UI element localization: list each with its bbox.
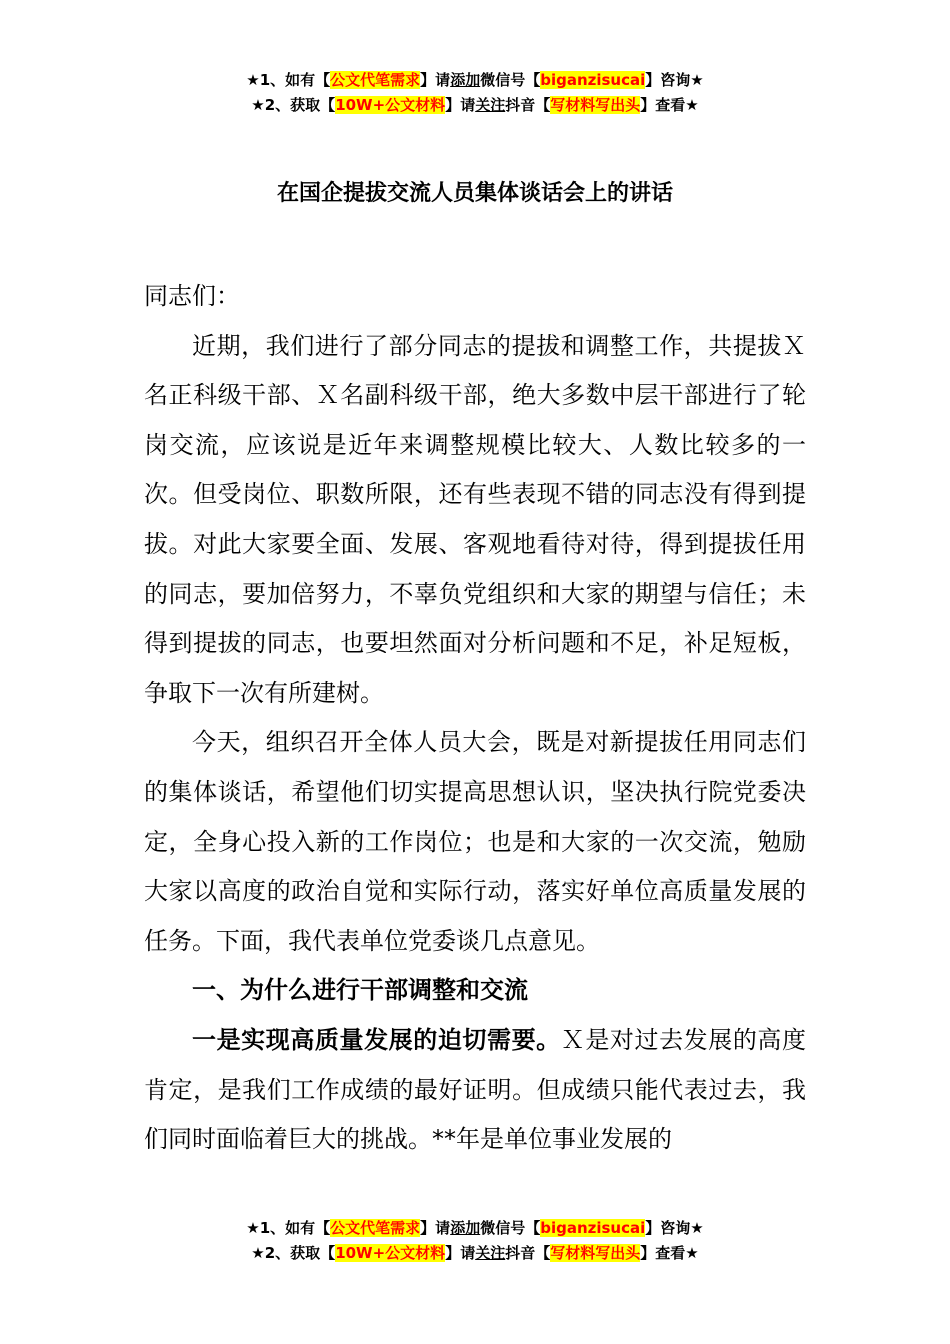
notice-2-suffix: 】查看★ [640, 96, 699, 114]
paragraph-3-lead: 一是实现高质量发展的迫切需要。 [192, 1025, 561, 1054]
notice-1-prefix: ★1、如有【 [246, 71, 331, 89]
footer-1-highlight-service: 公文代笔需求 [330, 1219, 421, 1237]
notice-line-2 [0, 93, 950, 118]
footer-notice [0, 1216, 950, 1266]
footer-notice-line-1 [0, 1216, 950, 1241]
footer-2-mid2: 抖音【 [505, 1244, 551, 1262]
notice-1-highlight-wechat: biganzisucai [540, 71, 646, 89]
notice-2-highlight-materials: 10W+公文材料 [335, 96, 446, 114]
notice-1-highlight-service: 公文代笔需求 [330, 71, 421, 89]
footer-1-underline: 添加 [450, 1219, 481, 1237]
notice-2-underline: 关注 [475, 96, 506, 114]
notice-line-1 [0, 68, 950, 93]
notice-1-mid1: 】请 [420, 71, 451, 89]
notice-2-mid1: 】请 [445, 96, 476, 114]
footer-2-suffix: 】查看★ [640, 1244, 699, 1262]
footer-2-prefix: ★2、获取【 [251, 1244, 336, 1262]
notice-2-prefix: ★2、获取【 [251, 96, 336, 114]
header-notice [0, 68, 950, 118]
notice-1-underline: 添加 [450, 71, 481, 89]
paragraph-3 [144, 1016, 806, 1165]
salutation: 同志们： [144, 282, 240, 310]
document-title: 在国企提拔交流人员集体谈话会上的讲话 [276, 181, 673, 206]
notice-1-mid2: 微信号【 [480, 71, 541, 89]
footer-1-mid1: 】请 [420, 1219, 451, 1237]
footer-1-mid2: 微信号【 [480, 1219, 541, 1237]
notice-2-highlight-douyin: 写材料写出头 [550, 96, 641, 114]
footer-2-highlight-douyin: 写材料写出头 [550, 1244, 641, 1262]
footer-2-underline: 关注 [475, 1244, 506, 1262]
footer-1-prefix: ★1、如有【 [246, 1219, 331, 1237]
footer-1-highlight-wechat: biganzisucai [540, 1219, 646, 1237]
paragraph-3-text: Ｘ是对过去发展的高度肯定，是我们工作成绩的最好证明。但成绩只能代表过去，我们同时面临着巨大的挑战。**年是单位事业发展的 [144, 1025, 806, 1154]
footer-notice-line-2 [0, 1241, 950, 1266]
footer-2-mid1: 】请 [445, 1244, 476, 1262]
paragraph-1: 近期，我们进行了部分同志的提拔和调整工作，共提拔Ｘ名正科级干部、Ｘ名副科级干部，绝大多数中层干部进行了轮岗交流，应该说是近年来调整规模比较大、人数比较多的一次。但受岗位、职数所限，还有些表现不错的同志没有得到提拔。对此大家要全面、发展、客观地看待对待，得到提拔任用的同志，要加倍努力，不辜负党组织和大家的期望与信任；未得到提拔的同志，也要坦然面对分析问题和不足，补足短板，争取下一次有所建树。 [144, 331, 806, 707]
notice-1-suffix: 】咨询★ [645, 71, 704, 89]
section-heading-1: 一、为什么进行干部调整和交流 [192, 976, 528, 1005]
notice-2-mid2: 抖音【 [505, 96, 551, 114]
footer-2-highlight-materials: 10W+公文材料 [335, 1244, 446, 1262]
footer-1-suffix: 】咨询★ [645, 1219, 704, 1237]
paragraph-2: 今天，组织召开全体人员大会，既是对新提拔任用同志们的集体谈话，希望他们切实提高思想认识，坚决执行院党委决定，全身心投入新的工作岗位；也是和大家的一次交流，勉励大家以高度的政治自觉和实际行动，落实好单位高质量发展的任务。下面，我代表单位党委谈几点意见。 [144, 728, 806, 955]
document-body [144, 272, 806, 1165]
